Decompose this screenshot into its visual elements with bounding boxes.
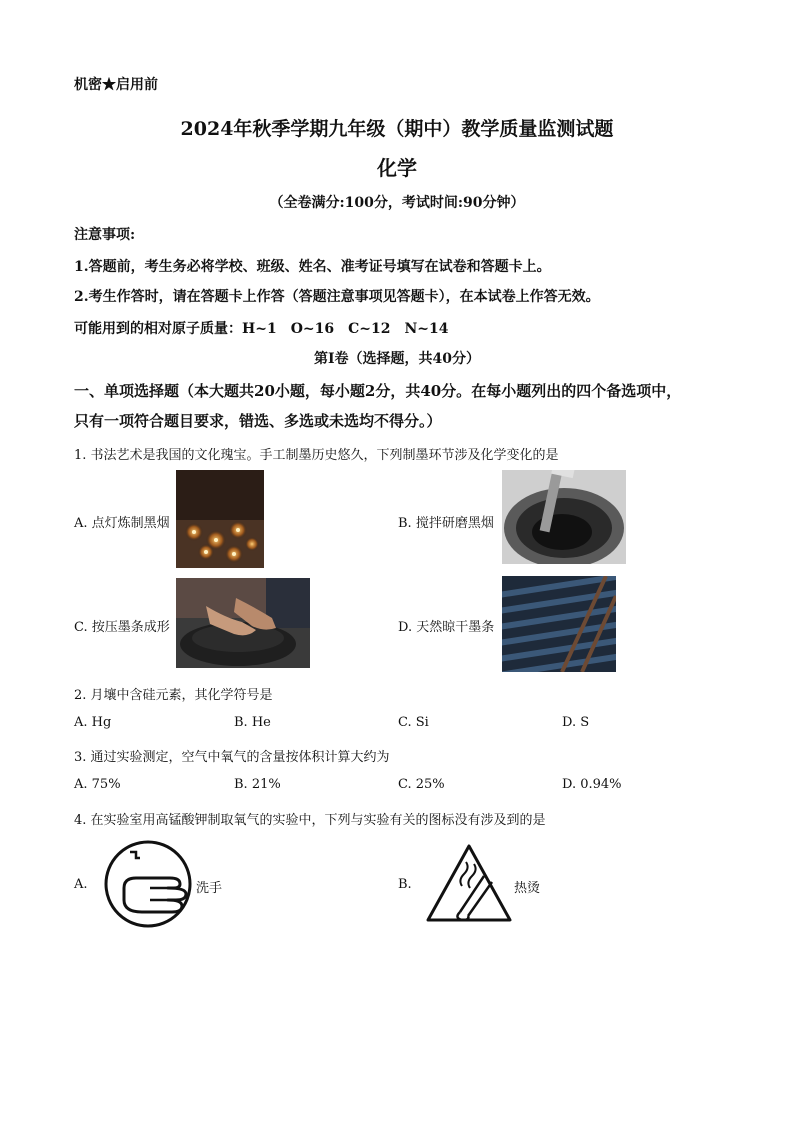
question-1-stem: 1. 书法艺术是我国的文化瑰宝。手工制墨历史悠久，下列制墨环节涉及化学变化的是 xyxy=(74,448,559,463)
q2-option-a: A. Hg xyxy=(74,715,112,730)
q4-option-b-label: B. xyxy=(398,877,412,892)
subject-title: 化学 xyxy=(377,156,417,180)
q4-option-a-label: A. xyxy=(74,877,88,892)
hot-surface-icon xyxy=(424,842,514,924)
hand-wash-icon xyxy=(102,838,194,930)
q1-option-c: C. 按压墨条成形 xyxy=(74,620,170,635)
question-2-stem: 2. 月壤中含硅元素，其化学符号是 xyxy=(74,688,273,703)
q1-option-b-image xyxy=(502,470,626,564)
notes-item-2: 2.考生作答时，请在答题卡上作答（答题注意事项见答题卡），在本试卷上作答无效。 xyxy=(74,289,600,305)
q1-option-c-image xyxy=(176,578,310,668)
q2-option-d: D. S xyxy=(562,715,590,730)
q4-option-a-caption: 洗手 xyxy=(196,881,223,896)
section-instructions-line-2: 只有一项符合题目要求，错选、多选或未选均不得分。） xyxy=(74,412,442,430)
atomic-masses: 可能用到的相对原子质量：H~1 O~16 C~12 N~14 xyxy=(74,321,449,337)
section-instructions-line-1: 一、单项选择题（本大题共20小题，每小题2分，共40分。在每小题列出的四个备选项中， xyxy=(74,382,682,400)
q1-option-a: A. 点灯炼制黑烟 xyxy=(74,516,170,531)
q1-option-a-image xyxy=(176,470,264,568)
q4-option-b-caption: 热烫 xyxy=(514,881,541,896)
q2-option-c: C. Si xyxy=(398,715,429,730)
q3-option-c: C. 25% xyxy=(398,777,445,792)
exam-title: 2024年秋季学期九年级（期中）教学质量监测试题 xyxy=(180,118,614,140)
q3-option-a: A. 75% xyxy=(74,777,121,792)
q1-option-d-image xyxy=(502,576,616,672)
secret-mark: 机密★启用前 xyxy=(74,77,158,93)
q3-option-d: D. 0.94% xyxy=(562,777,622,792)
q1-option-b: B. 搅拌研磨黑烟 xyxy=(398,516,494,531)
notes-heading: 注意事项: xyxy=(74,227,136,243)
q2-option-b: B. He xyxy=(234,715,271,730)
q3-option-b: B. 21% xyxy=(234,777,281,792)
question-4-stem: 4. 在实验室用高锰酸钾制取氧气的实验中，下列与实验有关的图标没有涉及到的是 xyxy=(74,813,546,828)
question-3-stem: 3. 通过实验测定，空气中氧气的含量按体积计算大约为 xyxy=(74,750,390,765)
notes-item-1: 1.答题前，考生务必将学校、班级、姓名、准考证号填写在试卷和答题卡上。 xyxy=(74,259,551,275)
score-info: （全卷满分:100分，考试时间:90分钟） xyxy=(269,195,525,211)
q1-option-d: D. 天然晾干墨条 xyxy=(398,620,495,635)
part-1-heading: 第Ⅰ卷（选择题，共40分） xyxy=(313,351,481,367)
